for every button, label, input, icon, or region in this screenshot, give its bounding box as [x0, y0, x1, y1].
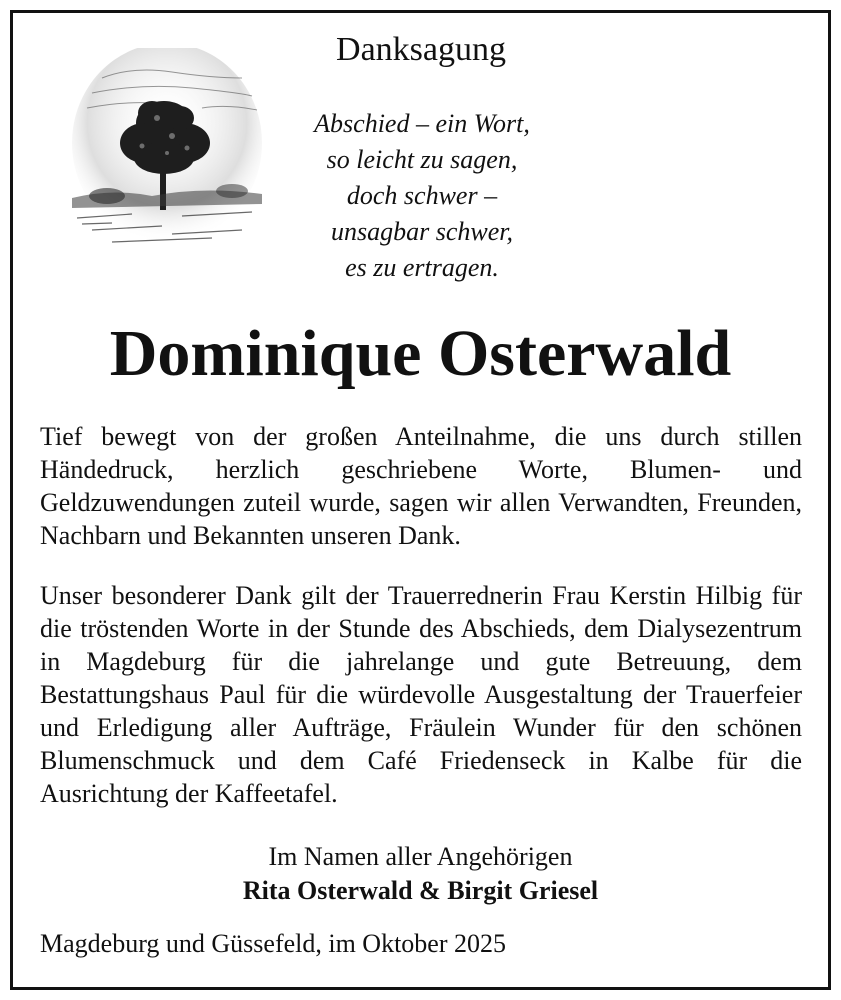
poem: [272, 106, 572, 286]
closing-line: Im Namen aller Angehörigen: [268, 842, 573, 871]
place-date: Magdeburg und Güssefeld, im Oktober 2025: [40, 929, 507, 958]
poem-line: es zu ertragen.: [345, 253, 499, 282]
poem-line: so leicht zu sagen,: [326, 145, 518, 174]
poem-line: doch schwer –: [346, 181, 498, 210]
deceased-name: Dominique Osterwald: [109, 317, 732, 390]
tree-landscape-icon: [72, 48, 262, 248]
page-title: Danksagung: [336, 31, 506, 68]
thanks-paragraph: Tief bewegt von der großen Anteilnahme, die uns durch stillen Händedruck, herzlich geschriebene Worte, Blumen- und Geldzuwendungen zuteil wurde, sagen wir allen Verwandten, Freunden, Nachbarn und Bekannten unseren Dank.: [40, 422, 802, 550]
signatories: Rita Osterwald & Birgit Griesel: [242, 876, 599, 905]
signature-block: [0, 840, 841, 908]
poem-line: unsagbar schwer,: [330, 217, 513, 246]
poem-line: Abschied – ein Wort,: [314, 109, 530, 138]
special-thanks-paragraph: Unser besonderer Dank gilt der Trauerrednerin Frau Kerstin Hilbig für die tröstenden Worte in der Stunde des Abschieds, dem Dialysezentrum in Magdeburg für die jahrelange und gute Betreuung, dem Bestattungshaus Paul für die würdevolle Ausgestaltung der Trauerfeier und Erledigung aller Aufträge, Fräulein Wunder für den schönen Blumenschmuck und dem Café Friedenseck in Kalbe für die Ausrichtung der Kaffeetafel.: [40, 581, 802, 808]
